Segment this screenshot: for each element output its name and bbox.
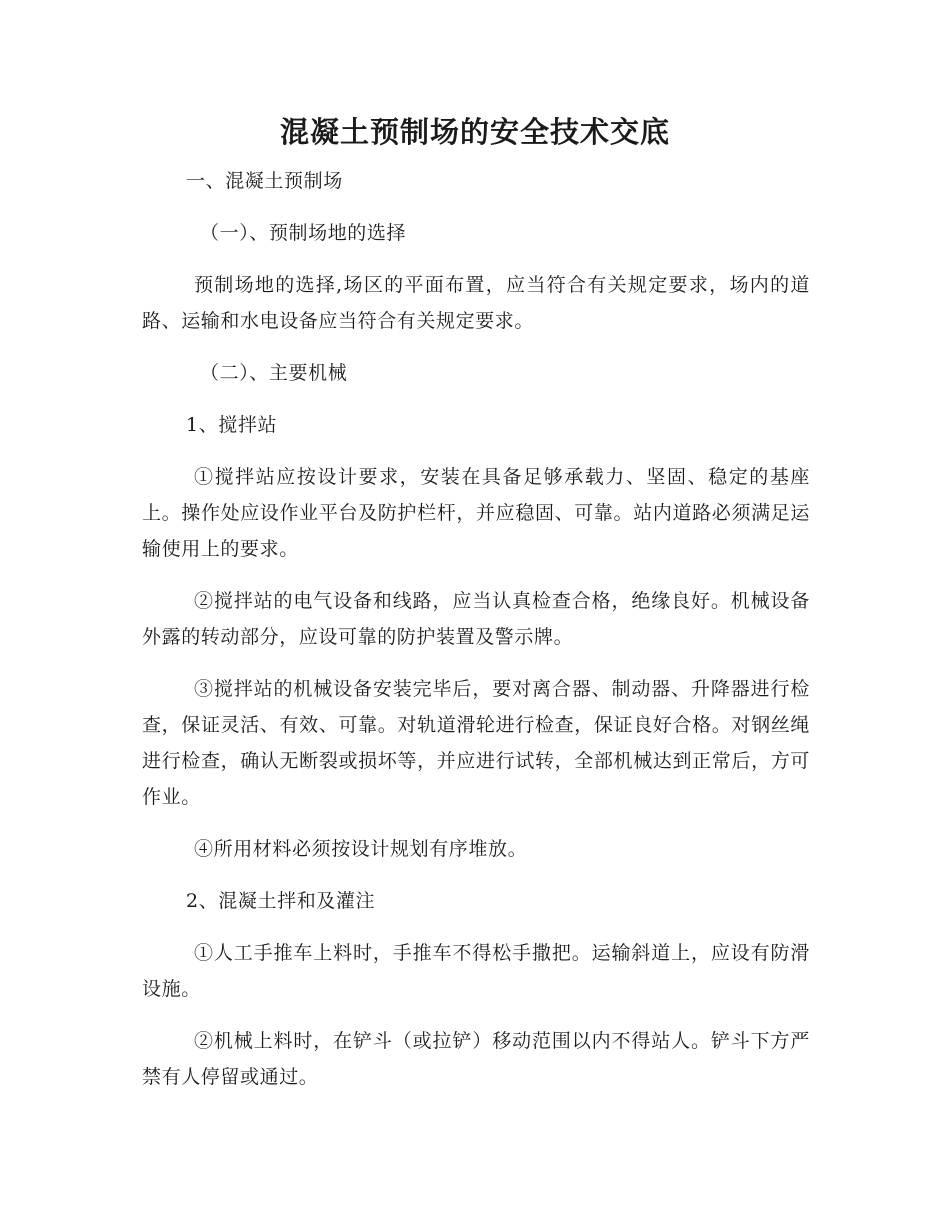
item-heading-concrete-mixing-pouring: 2、混凝土拌和及灌注 xyxy=(186,890,376,912)
paragraph-mixing-station-4: ④所用材料必须按设计规划有序堆放。 xyxy=(194,838,528,860)
paragraph-mixing-pouring-2: ②机械上料时，在铲斗（或拉铲）移动范围以内不得站人。铲斗下方严禁有人停留或通过。 xyxy=(142,1030,810,1088)
paragraph-mixing-station-2: ②搅拌站的电气设备和线路，应当认真检查合格，绝缘良好。机械设备外露的转动部分，应设可靠的防护装置及警示牌。 xyxy=(142,590,810,648)
document-title: 混凝土预制场的安全技术交底 xyxy=(279,115,670,149)
document-body xyxy=(142,163,810,1111)
subsection-heading-site-selection: （一）、预制场地的选择 xyxy=(200,222,407,244)
item-heading-mixing-station: 1、搅拌站 xyxy=(186,414,278,436)
subsection-heading-main-machinery: （二）、主要机械 xyxy=(200,362,348,384)
section-heading-1: 一、混凝土预制场 xyxy=(186,170,343,192)
paragraph-mixing-pouring-1: ①人工手推车上料时，手推车不得松手撒把。运输斜道上，应设有防滑设施。 xyxy=(142,942,810,1000)
paragraph-mixing-station-1: ①搅拌站应按设计要求，安装在具备足够承载力、坚固、稳定的基座上。操作处应设作业平台及防护栏杆，并应稳固、可靠。站内道路必须满足运输使用上的要求。 xyxy=(142,466,810,560)
paragraph-mixing-station-3: ③搅拌站的机械设备安装完毕后，要对离合器、制动器、升降器进行检查，保证灵活、有效、可靠。对轨道滑轮进行检查，保证良好合格。对钢丝绳进行检查，确认无断裂或损坏等，并应进行试转，全部机械达到正常后，方可作业。 xyxy=(142,678,810,808)
paragraph-site-selection: 预制场地的选择,场区的平面布置，应当符合有关规定要求，场内的道路、运输和水电设备应当符合有关规定要求。 xyxy=(142,274,810,332)
